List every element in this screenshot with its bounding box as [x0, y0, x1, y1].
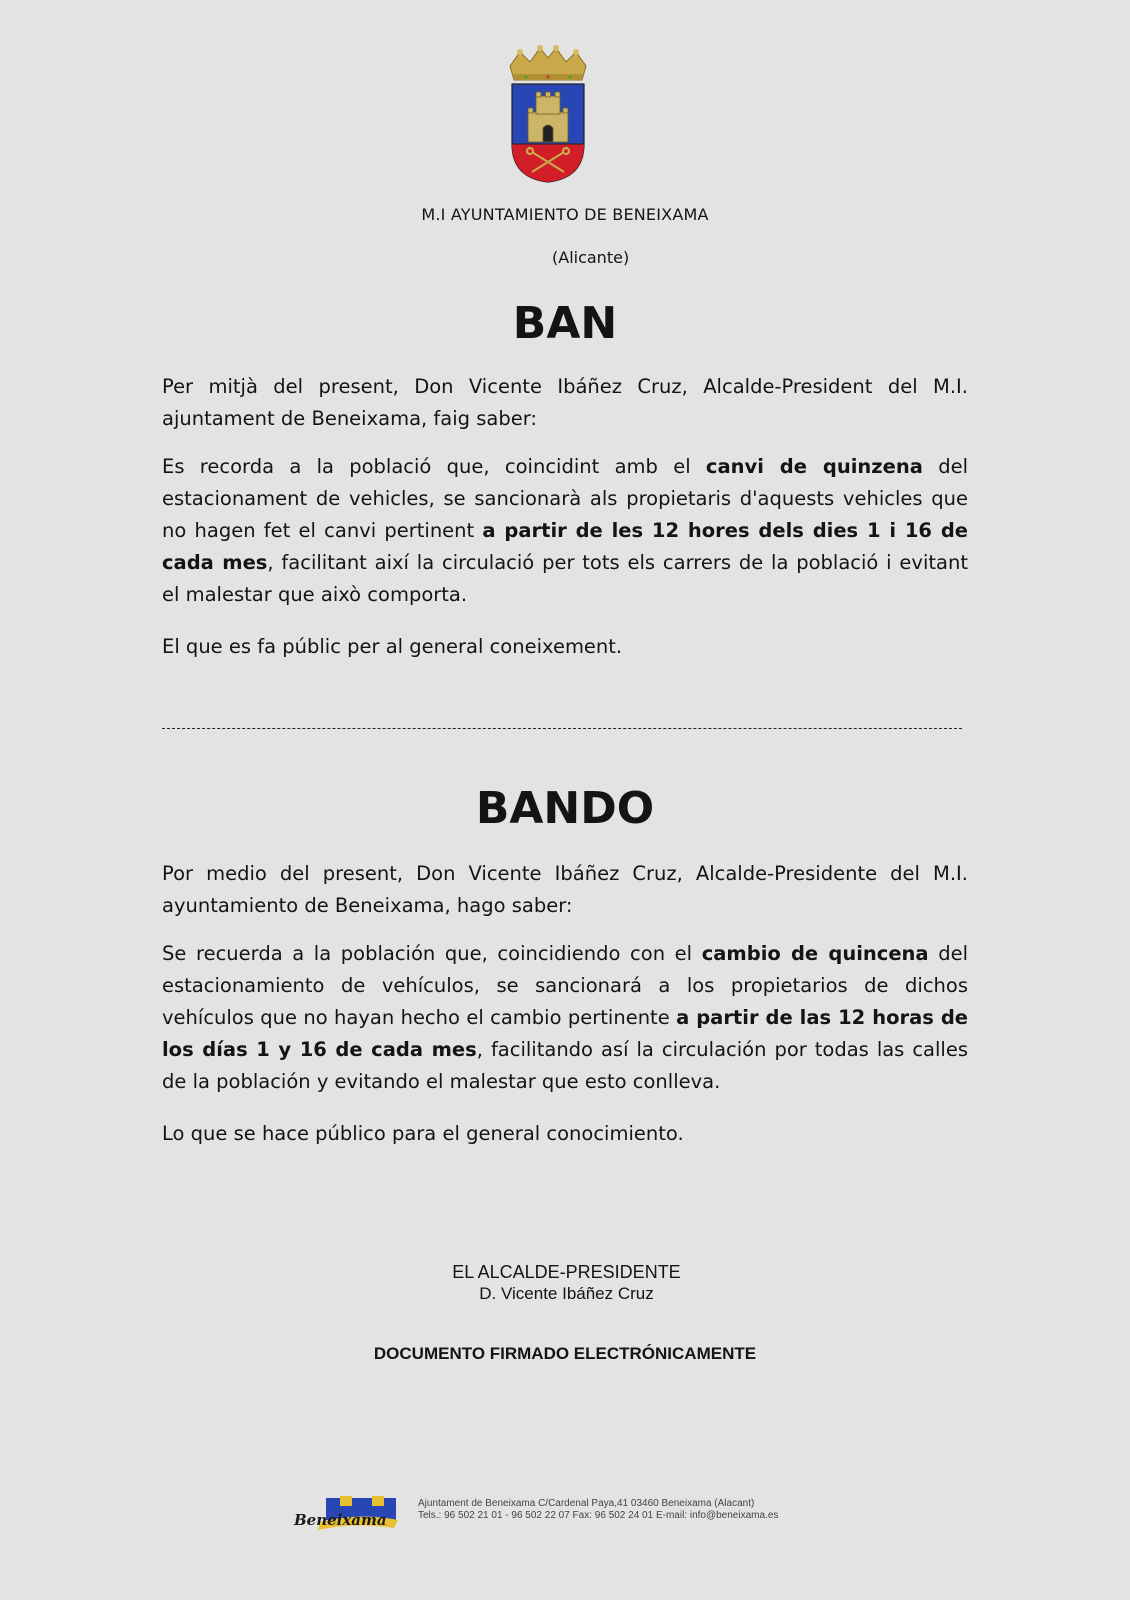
- footer-contact: [418, 1498, 838, 1522]
- coat-of-arms-logo: [506, 44, 590, 184]
- crown-icon: [510, 45, 586, 80]
- ban-body-paragraph: Es recorda a la població que, coincidint amb el canvi de quinzena del estacionament de vehicles, se sancionarà als propietaris d'aquests vehicles que no hagen fet el canvi pertinent a partir de les 12 hores dels dies 1 i 16 de cada mes, facilitant així la circulació per tots els carrers de la població i evitant el malestar que això comporta.: [162, 455, 969, 606]
- electronic-signature-note: DOCUMENTO FIRMADO ELECTRÓNICAMENTE: [373, 1344, 757, 1363]
- bando-intro-paragraph: Por medio del present, Don Vicente Ibáñez Cruz, Alcalde-Presidente del M.I. ayuntamiento de Beneixama, hago saber:: [162, 862, 968, 917]
- bando-closing-paragraph: Lo que se hace público para el general conocimiento.: [162, 1122, 684, 1145]
- signatory-name: D. Vicente Ibáñez Cruz: [479, 1284, 654, 1303]
- svg-text:Beneixama: Beneixama: [294, 1511, 387, 1529]
- footer-address: Ajuntament de Beneixama C/Cardenal Paya,41 03460 Beneixama (Alacant): [418, 1498, 755, 1509]
- ban-title: BAN: [512, 298, 618, 349]
- signatory-role: EL ALCALDE-PRESIDENTE: [452, 1262, 681, 1282]
- organization-name: M.I AYUNTAMIENTO DE BENEIXAMA: [421, 205, 709, 224]
- province-name: (Alicante): [552, 248, 630, 267]
- bando-title: BANDO: [475, 783, 655, 834]
- ban-intro-paragraph: Per mitjà del present, Don Vicente Ibáñez Cruz, Alcalde-President del M.I. ajuntament de Beneixama, faig saber:: [162, 375, 968, 430]
- footer-phones: Tels.: 96 502 21 01 - 96 502 22 07 Fax: 96 502 24 01 E-mail: info@beneixama.es: [418, 1510, 779, 1521]
- section-divider: [162, 728, 962, 729]
- ban-closing-paragraph: El que es fa públic per al general coneixement.: [162, 635, 623, 658]
- bando-body-paragraph: Se recuerda a la población que, coincidiendo con el cambio de quincena del estacionamiento de vehículos, se sancionará a los propietarios de dichos vehículos que no hayan hecho el cambio pertinente a partir de las 12 horas de los días 1 y 16 de cada mes, facilitando así la circulación por todas las calles de la población y evitando el malestar que esto conlleva.: [162, 942, 968, 1093]
- beneixama-footer-logo: [290, 1494, 400, 1532]
